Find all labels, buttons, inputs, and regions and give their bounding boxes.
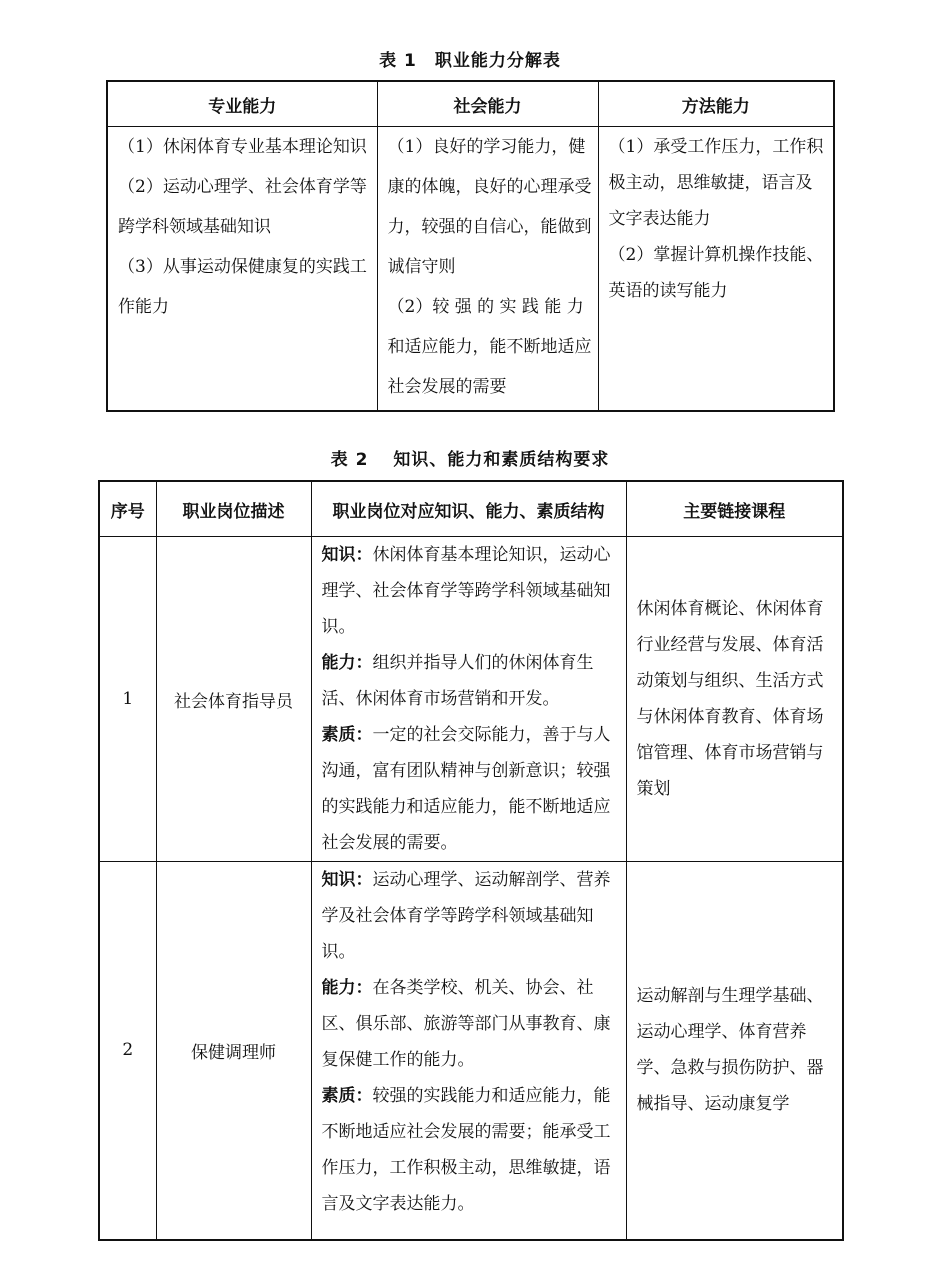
list-item: （2）掌握计算机操作技能、英语的读写能力 — [608, 245, 824, 301]
knowledge-text: 运动心理学、运动解剖学、营养学及社会体育学等跨学科领域基础知识。 — [321, 870, 611, 962]
structure-cell — [311, 862, 626, 1240]
quality-paragraph — [322, 717, 618, 861]
courses-cell: 运动解剖与生理学基础、运动心理学、体育营养学、急救与损伤防护、器械指导、运动康复学 — [626, 862, 843, 1240]
quality-paragraph — [322, 1078, 618, 1222]
knowledge-ability-quality-table — [98, 480, 844, 1241]
header-method-ability: 方法能力 — [598, 81, 834, 127]
list-item: （1）休闲体育专业基本理论知识 — [118, 137, 367, 157]
list-item: （3）从事运动保健康复的实践工作能力 — [118, 257, 367, 317]
quality-label: 素质： — [321, 725, 373, 745]
table-row — [99, 862, 843, 1240]
knowledge-paragraph — [322, 862, 618, 970]
social-ability-cell — [377, 127, 598, 412]
ability-label: 能力： — [321, 653, 373, 673]
job-description: 保健调理师 — [156, 862, 311, 1240]
table1-header-row — [107, 81, 834, 127]
ability-paragraph — [322, 970, 618, 1078]
table2-header-row — [99, 481, 843, 537]
header-number: 序号 — [99, 481, 156, 537]
list-item: （1）良好的学习能力，健康的体魄，良好的心理承受力，较强的自信心，能做到诚信守则 — [387, 137, 592, 277]
table1-caption: 表 1 职业能力分解表 — [379, 51, 561, 71]
knowledge-paragraph — [322, 537, 618, 645]
list-item: （2）运动心理学、社会体育学等跨学科领域基础知识 — [118, 177, 367, 237]
ability-paragraph — [322, 645, 618, 717]
knowledge-label: 知识： — [321, 545, 373, 565]
list-item: （1）承受工作压力，工作积极主动，思维敏捷，语言及文字表达能力 — [608, 137, 824, 229]
knowledge-text: 休闲体育基本理论知识，运动心理学、社会体育学等跨学科领域基础知识。 — [321, 545, 611, 637]
table2-caption: 表 2 知识、能力和素质结构要求 — [330, 450, 610, 470]
job-description: 社会体育指导员 — [156, 537, 311, 862]
structure-cell — [311, 537, 626, 862]
knowledge-label: 知识： — [321, 870, 373, 890]
header-courses: 主要链接课程 — [626, 481, 843, 537]
header-structure: 职业岗位对应知识、能力、素质结构 — [311, 481, 626, 537]
ability-breakdown-table — [106, 80, 835, 412]
row-number: 1 — [99, 537, 156, 862]
quality-label: 素质： — [321, 1086, 373, 1106]
method-ability-cell — [598, 127, 834, 412]
quality-text: 一定的社会交际能力，善于与人沟通，富有团队精神与创新意识；较强的实践能力和适应能力，能不断地适应社会发展的需要。 — [321, 725, 611, 853]
quality-text: 较强的实践能力和适应能力，能不断地适应社会发展的需要；能承受工作压力，工作积极主动，思维敏捷，语言及文字表达能力。 — [321, 1086, 611, 1214]
table1-body-row — [107, 127, 834, 412]
ability-text: 在各类学校、机关、协会、社区、俱乐部、旅游等部门从事教育、康复保健工作的能力。 — [321, 978, 611, 1070]
professional-ability-cell — [107, 127, 377, 412]
ability-text: 组织并指导人们的休闲体育生活、休闲体育市场营销和开发。 — [321, 653, 594, 709]
row-number: 2 — [99, 862, 156, 1240]
table-row — [99, 537, 843, 862]
courses-cell: 休闲体育概论、休闲体育行业经营与发展、体育活动策划与组织、生活方式与休闲体育教育、体育场馆管理、体育市场营销与策划 — [626, 537, 843, 862]
header-social-ability: 社会能力 — [377, 81, 598, 127]
header-job-description: 职业岗位描述 — [156, 481, 311, 537]
header-professional-ability: 专业能力 — [107, 81, 377, 127]
list-item: （2）较 强 的 实 践 能 力和适应能力，能不断地适应社会发展的需要 — [387, 297, 592, 397]
ability-label: 能力： — [321, 978, 373, 998]
